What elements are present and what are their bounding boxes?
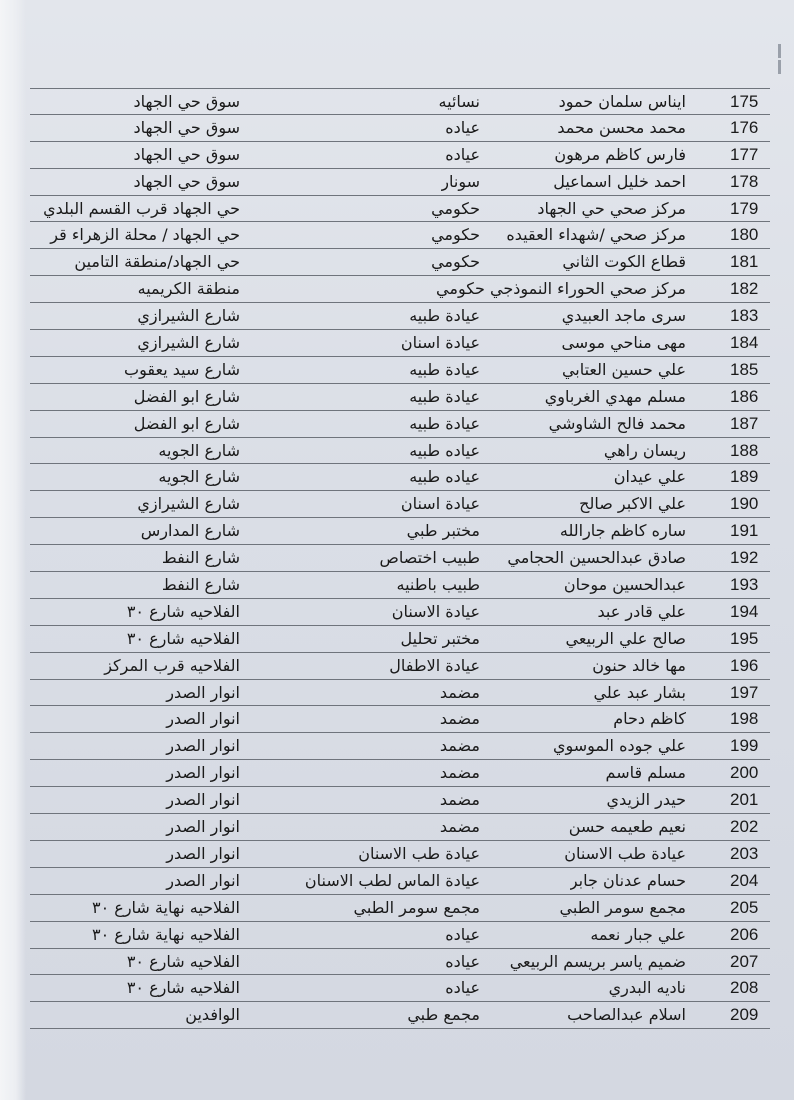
row-type: عيادة اسنان: [400, 494, 480, 514]
row-name: صالح علي الربيعي: [565, 628, 686, 648]
row-address: شارع الشيرازي: [137, 333, 240, 353]
row-name: مها خالد حنون: [592, 655, 686, 675]
row-type: حكومي: [431, 198, 480, 218]
row-number: 202: [730, 817, 759, 837]
row-type: حكومي: [431, 252, 480, 272]
staple-mark: [778, 60, 781, 74]
row-address: انوار الصدر: [166, 843, 240, 863]
row-name: علي عيدان: [613, 467, 686, 487]
row-address: حي الجهاد / محلة الزهراء قر: [50, 225, 240, 245]
table-row: [30, 411, 770, 438]
row-address: الفلاحيه نهاية شارع ٣٠: [92, 924, 240, 944]
row-name: حيدر الزيدي: [606, 790, 686, 810]
row-address: سوق حي الجهاد: [133, 92, 240, 111]
row-name: محمد فالح الشاوشي: [548, 413, 686, 433]
row-number: 177: [730, 144, 759, 164]
row-name: ناديه البدري: [608, 978, 686, 998]
row-address: انوار الصدر: [166, 682, 240, 702]
table-row: [30, 545, 770, 572]
row-type: عيادة طبيه: [409, 306, 480, 326]
row-type: عيادة الاسنان: [391, 601, 480, 621]
table-row: [30, 518, 770, 545]
row-number: 186: [730, 386, 759, 406]
row-address: انوار الصدر: [166, 817, 240, 837]
table-row: [30, 572, 770, 599]
row-address: انوار الصدر: [166, 870, 240, 890]
row-number: 178: [730, 171, 759, 191]
row-number: 206: [730, 924, 759, 944]
row-number: 196: [730, 655, 759, 675]
row-name: ساره كاظم جارالله: [559, 521, 686, 541]
row-number: 183: [730, 306, 759, 326]
row-address: شارع ابو الفضل: [133, 386, 240, 406]
row-number: 198: [730, 709, 759, 729]
row-number: 191: [730, 521, 759, 541]
table-row: [30, 1002, 770, 1029]
row-type: مضمد: [439, 682, 480, 702]
clinic-table: [30, 88, 770, 1029]
row-number: 190: [730, 494, 759, 514]
row-number: 197: [730, 682, 759, 702]
staple-mark: [778, 44, 781, 58]
paper-edge: [0, 0, 26, 1100]
row-name: سرى ماجد العبيدي: [561, 306, 686, 326]
table-row: [30, 384, 770, 411]
row-type: عياده: [445, 144, 480, 164]
row-address: الفلاحيه قرب المركز: [104, 655, 240, 675]
row-name: مهى مناحي موسى: [561, 333, 686, 353]
row-type: مضمد: [439, 763, 480, 783]
row-number: 187: [730, 413, 759, 433]
row-type: عياده: [445, 978, 480, 998]
row-address: حي الجهاد/منطقة التامين: [74, 252, 240, 272]
row-name: محمد محسن محمد: [557, 117, 686, 137]
row-address: الفلاحيه شارع ٣٠: [126, 628, 240, 648]
row-type: عيادة طبيه: [409, 413, 480, 433]
row-name: بشار عبد علي: [593, 682, 686, 702]
row-name: علي حسين العتابي: [561, 359, 686, 379]
row-type: مضمد: [439, 709, 480, 729]
row-address: شارع الجويه: [158, 467, 240, 487]
table-row: [30, 760, 770, 787]
row-number: 209: [730, 1005, 759, 1025]
row-type: مختبر تحليل: [400, 628, 480, 648]
row-number: 193: [730, 575, 759, 595]
row-type: حكومي: [431, 225, 480, 245]
row-name: فارس كاظم مرهون: [554, 144, 686, 164]
row-number: 204: [730, 870, 759, 890]
row-type: عيادة طبيه: [409, 359, 480, 379]
row-address: شارع النفط: [161, 575, 240, 595]
table-row: [30, 787, 770, 814]
row-type: عياده: [445, 117, 480, 137]
row-name: اسلام عبدالصاحب: [567, 1005, 686, 1025]
row-name: ريسان راهي: [603, 440, 686, 460]
row-address: انوار الصدر: [166, 709, 240, 729]
row-type: مضمد: [439, 736, 480, 756]
table-row: [30, 169, 770, 196]
row-name: عيادة طب الاسنان: [564, 843, 686, 863]
table-row: [30, 895, 770, 922]
table-row: [30, 491, 770, 518]
table-row: [30, 841, 770, 868]
row-type: نسائيه: [438, 92, 480, 111]
table-row: [30, 438, 770, 465]
row-type: مجمع طبي: [407, 1005, 480, 1025]
row-number: 181: [730, 252, 759, 272]
row-address: سوق حي الجهاد: [133, 117, 240, 137]
row-number: 185: [730, 359, 759, 379]
row-address: سوق حي الجهاد: [133, 144, 240, 164]
row-type: عيادة اسنان: [400, 333, 480, 353]
row-name: مسلم قاسم: [605, 763, 686, 783]
row-type: عياده طبيه: [409, 467, 480, 487]
row-address: انوار الصدر: [166, 763, 240, 783]
row-name: علي جوده الموسوي: [552, 736, 686, 756]
row-address: شارع النفط: [161, 548, 240, 568]
table-row: [30, 276, 770, 303]
row-name: عبدالحسين موحان: [563, 575, 686, 595]
row-type: عيادة طبيه: [409, 386, 480, 406]
row-address: شارع الجويه: [158, 440, 240, 460]
table-row: [30, 115, 770, 142]
table-row: [30, 706, 770, 733]
row-number: 175: [730, 92, 759, 111]
row-type: عياده طبيه: [409, 440, 480, 460]
row-address: الفلاحيه شارع ٣٠: [126, 951, 240, 971]
row-name: مسلم مهدي الغرباوي: [544, 386, 686, 406]
table-row: [30, 868, 770, 895]
row-address: الفلاحيه شارع ٣٠: [126, 601, 240, 621]
row-number: 207: [730, 951, 759, 971]
row-type: عيادة الاطفال: [389, 655, 480, 675]
row-address: الفلاحيه نهاية شارع ٣٠: [92, 897, 240, 917]
table-row: [30, 142, 770, 169]
row-type: سونار: [441, 171, 480, 191]
table-row: [30, 975, 770, 1002]
row-number: 182: [730, 279, 759, 299]
table-row: [30, 733, 770, 760]
row-name: كاظم دحام: [613, 709, 686, 729]
row-type: عياده: [445, 951, 480, 971]
table-row: [30, 357, 770, 384]
row-address: شارع ابو الفضل: [133, 413, 240, 433]
row-type: عياده: [445, 924, 480, 944]
row-address: انوار الصدر: [166, 790, 240, 810]
row-name: مركز صحي حي الجهاد: [537, 198, 686, 218]
table-row: [30, 814, 770, 841]
row-number: 203: [730, 843, 759, 863]
row-number: 205: [730, 897, 759, 917]
row-address: شارع المدارس: [140, 521, 240, 541]
row-number: 176: [730, 117, 759, 137]
table-row: [30, 599, 770, 626]
row-name: علي الاكبر صالح: [579, 494, 686, 514]
row-address: شارع الشيرازي: [137, 306, 240, 326]
table-row: [30, 626, 770, 653]
row-address: انوار الصدر: [166, 736, 240, 756]
table-row: [30, 196, 770, 223]
row-name: صادق عبدالحسين الحجامي: [507, 548, 686, 568]
row-number: 179: [730, 198, 759, 218]
row-name: علي جبار نعمه: [590, 924, 686, 944]
row-number: 201: [730, 790, 759, 810]
row-address: منطقة الكريميه: [137, 279, 240, 299]
table-row: [30, 222, 770, 249]
row-type: عيادة الماس لطب الاسنان: [304, 870, 480, 890]
table-row: [30, 680, 770, 707]
row-type: عيادة طب الاسنان: [358, 843, 480, 863]
row-address: سوق حي الجهاد: [133, 171, 240, 191]
row-address: شارع الشيرازي: [137, 494, 240, 514]
table-row: [30, 922, 770, 949]
table-row: [30, 249, 770, 276]
table-row: [30, 303, 770, 330]
row-number: 188: [730, 440, 759, 460]
row-name: مركز صحي /شهداء العقيده: [506, 225, 686, 245]
row-type: مختبر طبي: [406, 521, 480, 541]
row-address: شارع سيد يعقوب: [124, 359, 240, 379]
row-number: 194: [730, 601, 759, 621]
table-row: [30, 949, 770, 976]
row-number: 208: [730, 978, 759, 998]
row-type: طبيب باطنيه: [396, 575, 480, 595]
row-number: 200: [730, 763, 759, 783]
table-row: [30, 330, 770, 357]
row-number: 189: [730, 467, 759, 487]
row-type: طبيب اختصاص: [379, 548, 480, 568]
row-name: مجمع سومر الطبي: [559, 897, 686, 917]
row-number: 195: [730, 628, 759, 648]
row-name: حسام عدنان جابر: [569, 870, 686, 890]
row-type: مجمع سومر الطبي: [353, 897, 480, 917]
row-name: احمد خليل اسماعيل: [553, 171, 686, 191]
row-number: 184: [730, 333, 759, 353]
row-address: الوافدين: [185, 1005, 240, 1025]
row-name: مركز صحي الحوراء النموذجي حكومي: [436, 279, 686, 299]
row-number: 180: [730, 225, 759, 245]
row-name: علي قادر عبد: [597, 601, 686, 621]
row-type: مضمد: [439, 790, 480, 810]
row-name: نعيم طعيمه حسن: [568, 817, 686, 837]
row-number: 192: [730, 548, 759, 568]
row-address: الفلاحيه شارع ٣٠: [126, 978, 240, 998]
row-address: حي الجهاد قرب القسم البلدي: [43, 198, 240, 218]
row-name: ايناس سلمان حمود: [558, 92, 686, 111]
row-type: مضمد: [439, 817, 480, 837]
row-number: 199: [730, 736, 759, 756]
row-name: قطاع الكوت الثاني: [562, 252, 686, 272]
table-row: [30, 653, 770, 680]
row-name: ضميم ياسر بريسم الربيعي: [509, 951, 686, 971]
table-row: [30, 464, 770, 491]
table-row: [30, 88, 770, 115]
